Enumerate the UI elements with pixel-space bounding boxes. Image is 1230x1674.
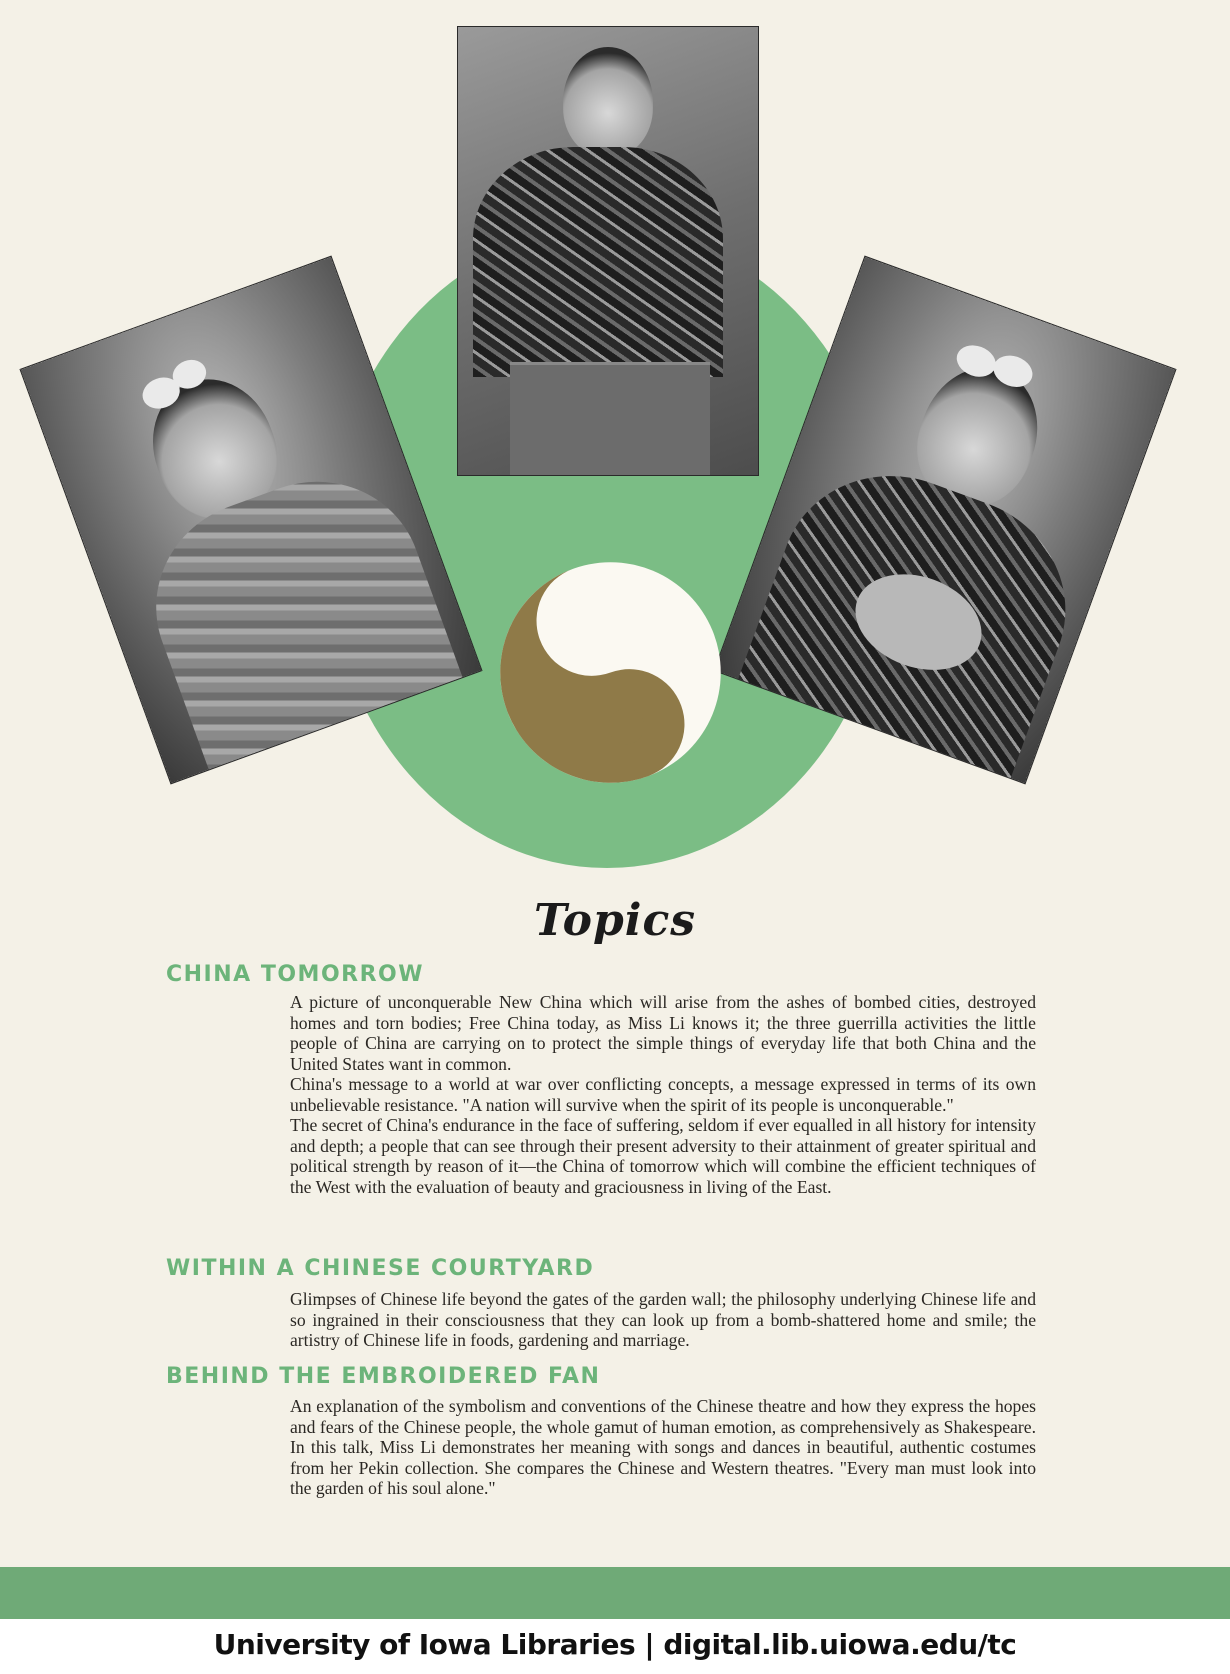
paragraph: A picture of unconquerable New China which will arise from the ashes of bombed cities, destroyed homes and torn bodies; Free China today, as Miss Li knows it; the three guerrilla activities the little people of China are carrying on to protect the simple things of everyday life that both China and the United States want in common. [290, 992, 1036, 1074]
paragraph: Glimpses of Chinese life beyond the gates of the garden wall; the philosophy underlying Chinese life and so ingrained in their consciousness that they can look up from a bomb-shattered home and smile; the artistry of Chinese life in foods, gardening and marriage. [290, 1289, 1036, 1350]
section-heading-china-tomorrow: CHINA TOMORROW [166, 962, 424, 987]
yin-yang-icon [498, 560, 723, 785]
paragraph: China's message to a world at war over conflicting concepts, a message expressed in terms of its own unbelievable resistance. "A nation will survive when the spirit of its people is unconquerable." [290, 1074, 1036, 1115]
paragraph: The secret of China's endurance in the face of suffering, seldom if ever equalled in all history for intensity and depth; a people that can see through their present adversity to their attainment of greater spiritual and political strength by reason of it—the China of tomorrow which will combine the efficient techniques of the West with the evaluation of beauty and graciousness in living of the East. [290, 1115, 1036, 1197]
section-body-within-a-chinese-courtyard [290, 1289, 1036, 1351]
section-heading-behind-the-embroidered-fan: BEHIND THE EMBROIDERED FAN [166, 1364, 601, 1389]
section-body-behind-the-embroidered-fan [290, 1396, 1036, 1499]
bottom-green-band [0, 1567, 1230, 1619]
portrait-center-photo [458, 27, 758, 475]
section-heading-within-a-chinese-courtyard: WITHIN A CHINESE COURTYARD [166, 1256, 595, 1281]
section-body-china-tomorrow [290, 992, 1036, 1197]
topics-title: Topics [533, 895, 697, 946]
paragraph: An explanation of the symbolism and conventions of the Chinese theatre and how they express the hopes and fears of the Chinese people, the whole gamut of human emotion, as comprehensively as Shakespeare. In this talk, Miss Li demonstrates her meaning with songs and dances in beautiful, authentic costumes from her Pekin collection. She compares the Chinese and Western theatres. "Every man must look into the garden of his soul alone." [290, 1396, 1036, 1498]
library-credit: University of Iowa Libraries | digital.lib.uiowa.edu/tc [213, 1628, 1017, 1661]
